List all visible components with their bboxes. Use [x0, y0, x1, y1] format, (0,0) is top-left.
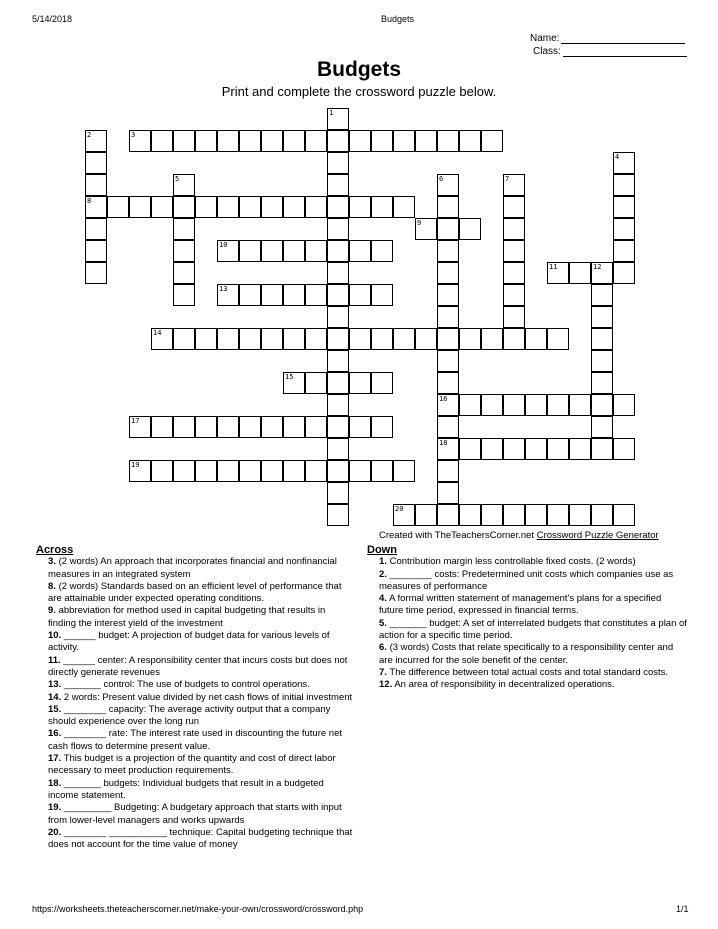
grid-cell[interactable] [327, 306, 349, 328]
grid-cell[interactable] [591, 416, 613, 438]
grid-cell[interactable] [283, 240, 305, 262]
grid-cell[interactable] [591, 394, 613, 416]
clue-text: _______ budget: A set of interrelated budgets that constitutes a plan of action for a specific time period. [379, 617, 687, 642]
grid-cell[interactable] [305, 196, 327, 218]
down-clue [367, 642, 687, 667]
clue-number: 14. [48, 691, 62, 703]
grid-cell[interactable] [503, 284, 525, 306]
clue-number-label: 9 [417, 219, 422, 227]
clue-number-label: 20 [395, 505, 404, 513]
grid-cell[interactable] [459, 394, 481, 416]
grid-cell[interactable] [85, 218, 107, 240]
clue-text: A formal written statement of management's plans for a specified future time period, expressed in financial terms. [379, 593, 662, 617]
grid-cell[interactable] [437, 482, 459, 504]
grid-cell[interactable] [327, 394, 349, 416]
grid-cell[interactable] [261, 240, 283, 262]
grid-cell[interactable] [437, 350, 459, 372]
grid-cell[interactable] [327, 372, 349, 394]
grid-cell[interactable] [85, 240, 107, 262]
clue-number: 6. [379, 642, 387, 654]
grid-cell[interactable] [437, 328, 459, 350]
clue-number-label: 17 [131, 417, 140, 425]
grid-cell[interactable] [371, 460, 393, 482]
footer-url: https://worksheets.theteacherscorner.net/make-your-own/crossword/crossword.php [32, 904, 364, 914]
clue-number: 11. [48, 654, 61, 666]
grid-cell[interactable] [327, 130, 349, 152]
grid-cell[interactable] [239, 240, 261, 262]
print-date: 5/14/2018 [32, 14, 73, 24]
grid-cell[interactable] [613, 262, 635, 284]
credit-line [379, 530, 659, 541]
grid-cell[interactable] [327, 152, 349, 174]
clue-number: 18. [48, 777, 62, 789]
grid-cell[interactable] [613, 240, 635, 262]
grid-cell[interactable] [371, 196, 393, 218]
grid-cell[interactable] [591, 350, 613, 372]
grid-cell[interactable] [173, 460, 195, 482]
grid-cell[interactable] [349, 196, 371, 218]
grid-cell[interactable] [349, 328, 371, 350]
grid-cell[interactable] [217, 328, 239, 350]
clue-text: (3 words) Costs that relate specifically to a responsibility center and are incurred for the sole benefit of the center. [379, 642, 674, 666]
grid-cell[interactable] [371, 328, 393, 350]
grid-cell[interactable] [437, 504, 459, 526]
grid-cell[interactable] [349, 372, 371, 394]
grid-cell[interactable] [481, 504, 503, 526]
clue-text: ________ ___________ technique: Capital budgeting technique that does not account for the time value of money [48, 826, 353, 851]
grid-cell[interactable] [371, 416, 393, 438]
grid-cell[interactable] [151, 460, 173, 482]
grid-cell[interactable] [239, 460, 261, 482]
grid-cell[interactable] [503, 328, 525, 350]
grid-cell[interactable] [437, 416, 459, 438]
grid-cell[interactable] [261, 196, 283, 218]
grid-cell[interactable] [327, 504, 349, 526]
print-page-title: Budgets [381, 14, 415, 24]
grid-cell[interactable] [393, 130, 415, 152]
clue-number: 17. [48, 753, 62, 765]
grid-cell[interactable] [459, 218, 481, 240]
grid-cell[interactable] [613, 438, 635, 460]
clue-number: 15. [48, 703, 62, 715]
grid-cell[interactable] [459, 130, 481, 152]
grid-cell[interactable] [547, 504, 569, 526]
clue-text: abbreviation for method used in capital budgeting that results in finding the interest yield of the investment [48, 605, 326, 629]
grid-cell[interactable] [327, 482, 349, 504]
grid-cell[interactable] [503, 262, 525, 284]
grid-cell[interactable] [151, 416, 173, 438]
grid-cell[interactable] [393, 196, 415, 218]
clue-text: _______ control: The use of budgets to control operations. [63, 679, 310, 691]
grid-cell[interactable] [437, 460, 459, 482]
grid-cell[interactable] [437, 306, 459, 328]
grid-cell[interactable] [525, 438, 547, 460]
across-clue [36, 704, 354, 729]
grid-cell[interactable] [481, 438, 503, 460]
grid-cell[interactable] [437, 196, 459, 218]
grid-cell[interactable] [305, 240, 327, 262]
clue-number-label: 12 [593, 263, 602, 271]
down-clue [367, 667, 687, 679]
grid-cell[interactable] [217, 130, 239, 152]
grid-cell[interactable] [393, 328, 415, 350]
footer-page-number: 1/1 [676, 904, 689, 914]
grid-cell[interactable] [591, 504, 613, 526]
clue-text: This budget is a projection of the quantity and cost of direct labor necessary to meet production requirements. [48, 753, 336, 777]
clue-text: An area of responsibility in decentralized operations. [394, 679, 615, 691]
grid-cell[interactable] [371, 284, 393, 306]
grid-cell[interactable] [525, 504, 547, 526]
grid-cell[interactable] [173, 328, 195, 350]
clue-text: 2 words: Present value divided by net cash flows of initial investment [63, 691, 353, 703]
grid-cell[interactable] [283, 416, 305, 438]
grid-cell[interactable] [173, 284, 195, 306]
clue-text: (2 words) An approach that incorporates financial and nonfinancial measures in an integrated system [48, 556, 337, 580]
grid-cell[interactable] [591, 328, 613, 350]
clue-text: ________ costs: Predetermined unit costs which companies use as measures of performance [379, 568, 674, 592]
grid-cell[interactable] [261, 460, 283, 482]
clue-number-label: 18 [439, 439, 448, 447]
page-title: Budgets [317, 58, 401, 81]
clue-number-label: 15 [285, 373, 294, 381]
grid-cell[interactable] [481, 130, 503, 152]
across-clue [36, 630, 354, 655]
grid-cell[interactable] [217, 196, 239, 218]
grid-cell[interactable] [173, 262, 195, 284]
clue-number-label: 2 [87, 131, 92, 139]
grid-cell[interactable] [305, 372, 327, 394]
grid-cell[interactable] [85, 262, 107, 284]
grid-cell[interactable] [371, 130, 393, 152]
grid-cell[interactable] [591, 306, 613, 328]
clue-number: 10. [48, 630, 62, 642]
clue-number-label: 5 [175, 175, 180, 183]
grid-cell[interactable] [437, 372, 459, 394]
grid-cell[interactable] [327, 284, 349, 306]
grid-cell[interactable] [437, 218, 459, 240]
grid-cell[interactable] [239, 130, 261, 152]
across-clue [36, 679, 354, 691]
across-clue [36, 827, 354, 852]
down-clue [367, 679, 687, 691]
clue-number: 19. [48, 802, 62, 814]
grid-cell[interactable] [327, 262, 349, 284]
clue-text: ________ rate: The interest rate used in discounting the future net cash flows to determine present value. [48, 728, 343, 752]
across-clue [36, 753, 354, 778]
grid-cell[interactable] [503, 394, 525, 416]
grid-cell[interactable] [349, 240, 371, 262]
grid-cell[interactable] [85, 152, 107, 174]
grid-cell[interactable] [503, 306, 525, 328]
grid-cell[interactable] [459, 438, 481, 460]
name-label: Name: [530, 33, 560, 44]
grid-cell[interactable] [305, 460, 327, 482]
grid-cell[interactable] [437, 284, 459, 306]
grid-cell[interactable] [525, 394, 547, 416]
grid-cell[interactable] [503, 218, 525, 240]
grid-cell[interactable] [195, 328, 217, 350]
grid-cell[interactable] [591, 284, 613, 306]
grid-cell[interactable] [459, 328, 481, 350]
clue-number: 5. [379, 617, 387, 629]
clue-number: 16. [48, 728, 62, 740]
grid-cell[interactable] [393, 460, 415, 482]
down-clue [367, 618, 687, 643]
grid-cell[interactable] [173, 196, 195, 218]
grid-cell[interactable] [547, 328, 569, 350]
clue-number-label: 10 [219, 241, 228, 249]
grid-cell[interactable] [569, 262, 591, 284]
grid-cell[interactable] [349, 460, 371, 482]
grid-cell[interactable] [151, 196, 173, 218]
grid-cell[interactable] [107, 196, 129, 218]
grid-cell[interactable] [327, 196, 349, 218]
grid-cell[interactable] [415, 130, 437, 152]
grid-cell[interactable] [173, 416, 195, 438]
grid-cell[interactable] [613, 504, 635, 526]
grid-cell[interactable] [371, 372, 393, 394]
down-clues [367, 544, 687, 692]
grid-cell[interactable] [371, 240, 393, 262]
grid-cell[interactable] [459, 504, 481, 526]
credit-text: Created with TheTeachersCorner.net [379, 530, 537, 541]
grid-cell[interactable] [283, 130, 305, 152]
clue-number: 12. [379, 679, 393, 691]
grid-cell[interactable] [195, 196, 217, 218]
down-clue [367, 569, 687, 594]
grid-cell[interactable] [613, 196, 635, 218]
grid-cell[interactable] [349, 284, 371, 306]
grid-cell[interactable] [613, 174, 635, 196]
across-clue [36, 605, 354, 630]
grid-cell[interactable] [327, 460, 349, 482]
grid-cell[interactable] [327, 350, 349, 372]
grid-cell[interactable] [349, 416, 371, 438]
grid-cell[interactable] [283, 328, 305, 350]
grid-cell[interactable] [481, 328, 503, 350]
grid-cell[interactable] [195, 416, 217, 438]
clue-number: 2. [379, 568, 387, 580]
grid-cell[interactable] [437, 262, 459, 284]
grid-cell[interactable] [217, 460, 239, 482]
clue-text: ______ center: A responsibility center that incurs costs but does not directly generate revenues [48, 654, 348, 678]
clue-number-label: 3 [131, 131, 136, 139]
clue-number: 3. [48, 556, 56, 568]
clue-text: ______ budget: A projection of budget data for various levels of activity. [48, 630, 330, 654]
grid-cell[interactable] [85, 174, 107, 196]
grid-cell[interactable] [173, 240, 195, 262]
down-clue [367, 556, 687, 568]
grid-cell[interactable] [239, 328, 261, 350]
across-clue [36, 802, 354, 827]
grid-cell[interactable] [261, 328, 283, 350]
grid-cell[interactable] [305, 416, 327, 438]
across-heading: Across [36, 544, 74, 556]
grid-cell[interactable] [305, 130, 327, 152]
clue-number: 8. [48, 580, 56, 592]
grid-cell[interactable] [437, 130, 459, 152]
grid-cell[interactable] [173, 130, 195, 152]
grid-cell[interactable] [591, 372, 613, 394]
grid-cell[interactable] [327, 438, 349, 460]
grid-cell[interactable] [239, 196, 261, 218]
clue-number: 13. [48, 679, 62, 691]
grid-cell[interactable] [503, 438, 525, 460]
clue-number: 7. [379, 666, 387, 678]
down-heading: Down [367, 544, 397, 556]
clue-text: _______ budgets: Individual budgets that result in a budgeted income statement. [48, 777, 324, 801]
grid-cell[interactable] [437, 240, 459, 262]
grid-cell[interactable] [503, 504, 525, 526]
grid-cell[interactable] [151, 130, 173, 152]
grid-cell[interactable] [173, 218, 195, 240]
clue-number-label: 14 [153, 329, 162, 337]
generator-link[interactable]: Crossword Puzzle Generator [536, 530, 659, 541]
grid-cell[interactable] [481, 394, 503, 416]
grid-cell[interactable] [217, 416, 239, 438]
grid-cell[interactable] [569, 394, 591, 416]
grid-cell[interactable] [327, 174, 349, 196]
grid-cell[interactable] [503, 240, 525, 262]
clue-number-label: 7 [505, 175, 510, 183]
grid-cell[interactable] [547, 394, 569, 416]
grid-cell[interactable] [305, 284, 327, 306]
grid-cell[interactable] [283, 460, 305, 482]
grid-cell[interactable] [239, 284, 261, 306]
grid-cell[interactable] [327, 416, 349, 438]
clue-text: Contribution margin less controllable fixed costs. (2 words) [389, 556, 636, 568]
grid-cell[interactable] [261, 130, 283, 152]
clue-text: The difference between total actual costs and total standard costs. [389, 666, 669, 678]
grid-cell[interactable] [613, 394, 635, 416]
grid-cell[interactable] [613, 218, 635, 240]
across-clue [36, 728, 354, 753]
grid-cell[interactable] [305, 328, 327, 350]
grid-cell[interactable] [591, 438, 613, 460]
class-label: Class: [533, 46, 561, 57]
grid-cell[interactable] [195, 130, 217, 152]
down-clue [367, 593, 687, 618]
grid-cell[interactable] [129, 196, 151, 218]
across-clue [36, 692, 354, 704]
across-clues [36, 544, 354, 851]
clue-number-label: 11 [549, 263, 558, 271]
across-clue [36, 655, 354, 680]
page-subtitle: Print and complete the crossword puzzle below. [221, 84, 497, 99]
grid-cell[interactable] [525, 328, 547, 350]
grid-cell[interactable] [283, 196, 305, 218]
clue-number: 4. [379, 593, 387, 605]
clue-number: 9. [48, 605, 56, 617]
clue-number: 1. [379, 556, 387, 568]
clue-text: ________ capacity: The average activity output that a company should experience over the long run [48, 703, 331, 728]
clue-number-label: 19 [131, 461, 140, 469]
clue-number-label: 1 [329, 109, 334, 117]
grid-cell[interactable] [195, 460, 217, 482]
grid-cell[interactable] [349, 130, 371, 152]
grid-cell[interactable] [239, 416, 261, 438]
across-clue [36, 556, 354, 581]
grid-cell[interactable] [415, 328, 437, 350]
grid-cell[interactable] [547, 438, 569, 460]
clue-number-label: 16 [439, 395, 448, 403]
clue-number-label: 8 [87, 197, 92, 205]
grid-cell[interactable] [261, 284, 283, 306]
grid-cell[interactable] [327, 240, 349, 262]
grid-cell[interactable] [283, 284, 305, 306]
grid-cell[interactable] [261, 416, 283, 438]
grid-cell[interactable] [327, 218, 349, 240]
clue-number-label: 4 [615, 153, 620, 161]
clue-text: (2 words) Standards based on an efficient level of performance that are attainable under expected operating conditions. [48, 580, 342, 605]
across-clue [36, 778, 354, 803]
grid-cell[interactable] [569, 504, 591, 526]
clue-text: _________ Budgeting: A budgetary approach that starts with input from lower-level managers and works upwards [48, 802, 342, 826]
grid-cell[interactable] [415, 504, 437, 526]
clue-number-label: 13 [219, 285, 228, 293]
grid-cell[interactable] [327, 328, 349, 350]
grid-cell[interactable] [503, 196, 525, 218]
across-clue [36, 581, 354, 606]
grid-cell[interactable] [569, 438, 591, 460]
clue-number-label: 6 [439, 175, 444, 183]
clue-number: 20. [48, 826, 62, 838]
